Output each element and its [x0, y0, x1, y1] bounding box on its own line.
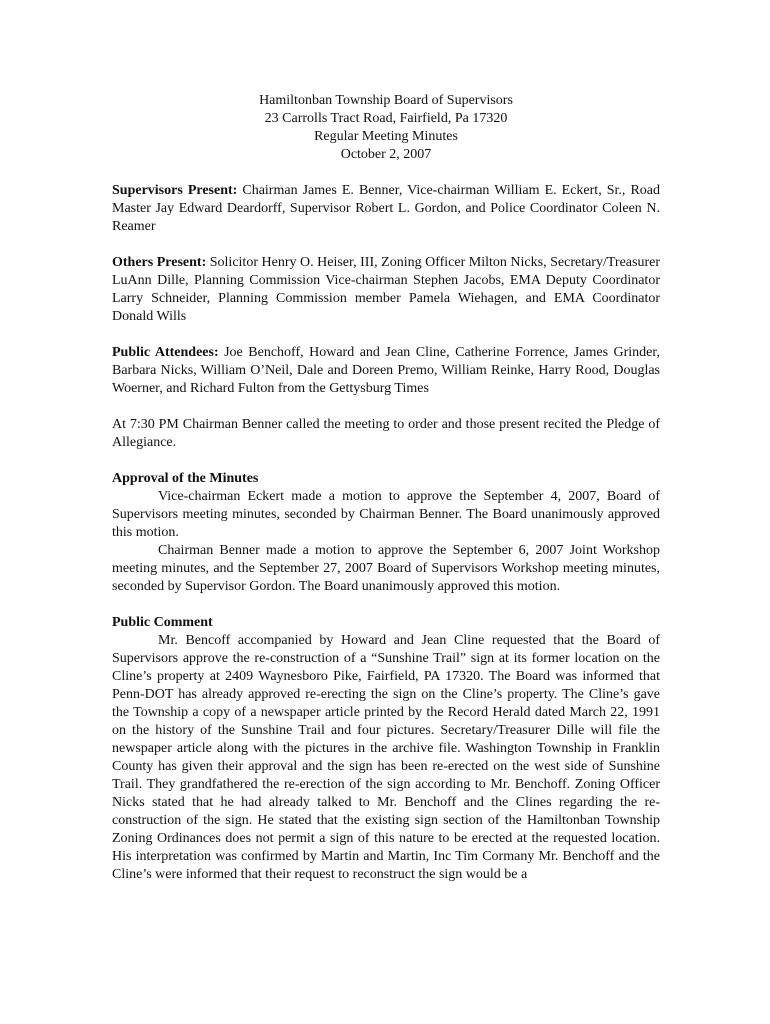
public-comment-section [112, 614, 660, 884]
public-attendees-paragraph [112, 344, 660, 398]
public-comment-heading: Public Comment [112, 615, 213, 630]
approval-of-minutes-heading: Approval of the Minutes [112, 471, 259, 486]
public-attendees-label: Public Attendees: [112, 345, 219, 360]
public-attendees-text: Joe Benchoff, Howard and Jean Cline, Catherine Forrence, James Grinder, Barbara Nicks, William O’Neil, Dale and Doreen Premo, William Reinke, Harry Rood, Douglas Woerner, and Richard Fulton from the Gettysburg Times [112, 345, 660, 396]
approval-paragraph-1: Vice-chairman Eckert made a motion to approve the September 4, 2007, Board of Supervisors meeting minutes, seconded by Chairman Benner. The Board unanimously approved this motion. [112, 489, 660, 540]
public-comment-paragraph: Mr. Bencoff accompanied by Howard and Jean Cline requested that the Board of Supervisors approve the re-construction of a “Sunshine Trail” sign at its former location on the Cline’s property at 2409 Waynesboro Pike, Fairfield, PA 17320. The Board was informed that Penn-DOT has already approved re-erecting the sign on the Cline’s property. The Cline’s gave the Township a copy of a newspaper article printed by the Record Herald dated March 22, 1991 on the history of the Sunshine Trail and four pictures. Secretary/Treasurer Dille will file the newspaper article along with the pictures in the archive file. Washington Township in Franklin County has given their approval and the sign has been re-erected on the west side of Sunshine Trail. They grandfathered the re-erection of the sign according to Mr. Benchoff. Zoning Officer Nicks stated that he had already talked to Mr. Benchoff and the Clines regarding the re-construction of the sign. He stated that the existing sign section of the Hamiltonban Township Zoning Ordinances does not permit a sign of this nature to be erected at the requested location. His interpretation was confirmed by Martin and Martin, Inc Tim Cormany Mr. Benchoff and the Cline’s were informed that their request to reconstruct the sign would be a [112, 633, 660, 882]
approval-of-minutes-section [112, 470, 660, 596]
approval-paragraph-2: Chairman Benner made a motion to approve the September 6, 2007 Joint Workshop meeting minutes, and the September 27, 2007 Board of Supervisors Workshop meeting minutes, seconded by Supervisor Gordon. The Board unanimously approved this motion. [112, 543, 660, 594]
document-header [112, 92, 660, 164]
others-present-text: Solicitor Henry O. Heiser, III, Zoning Officer Milton Nicks, Secretary/Treasurer LuAnn Dille, Planning Commission Vice-chairman Stephen Jacobs, EMA Deputy Coordinator Larry Schneider, Planning Commission member Pamela Wiehagen, and EMA Coordinator Donald Wills [112, 255, 660, 324]
header-meeting-type: Regular Meeting Minutes [314, 129, 458, 144]
supervisors-present-label: Supervisors Present: [112, 183, 238, 198]
supervisors-present-text: Chairman James E. Benner, Vice-chairman William E. Eckert, Sr., Road Master Jay Edward Deardorff, Supervisor Robert L. Gordon, and Police Coordinator Coleen N. Reamer [112, 183, 660, 234]
document-page [112, 92, 660, 902]
call-to-order-paragraph: At 7:30 PM Chairman Benner called the meeting to order and those present recited the Pledge of Allegiance. [112, 417, 660, 450]
header-date: October 2, 2007 [340, 147, 432, 162]
supervisors-present-paragraph [112, 182, 660, 236]
header-address: 23 Carrolls Tract Road, Fairfield, Pa 17320 [264, 111, 508, 126]
others-present-label: Others Present: [112, 255, 207, 270]
others-present-paragraph [112, 254, 660, 326]
header-township-name: Hamiltonban Township Board of Supervisors [259, 93, 513, 108]
